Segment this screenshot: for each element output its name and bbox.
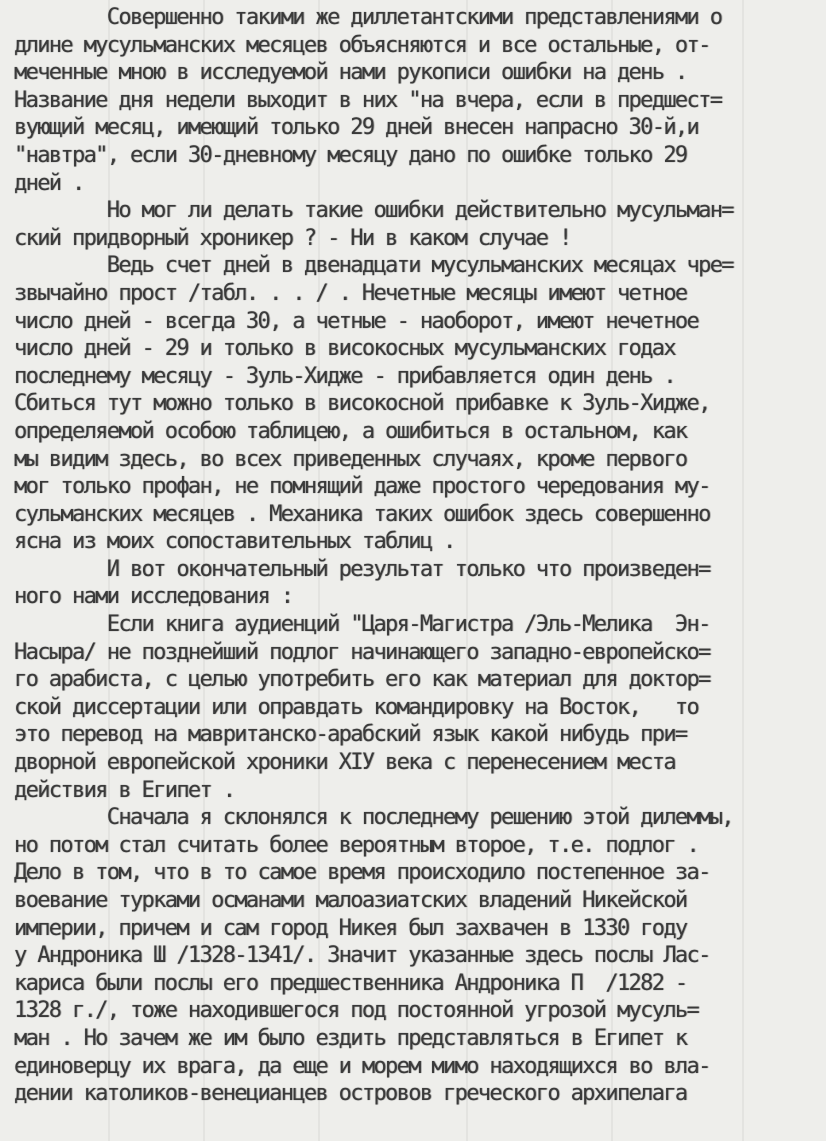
text-line: 1328 г./, тоже находившегося под постоянной угрозой мусуль= — [14, 998, 699, 1024]
text-line: последнему месяцу - Зуль-Хидже - прибавляется один день . — [14, 363, 675, 389]
text-line: длине мусульманских месяцев объясняются и все остальные, от- — [14, 32, 710, 58]
text-line: дворной европейской хроники XIУ века с перенесением места — [14, 750, 675, 776]
text-line: мог только профан, не помнящий даже простого чередования му- — [14, 474, 710, 500]
text-line: ский придворный хроникер ? - Ни в каком случае ! — [14, 225, 571, 251]
text-line: Сначала я склонялся к последнему решению этой дилеммы, — [14, 805, 733, 831]
text-line: число дней - всегда 30, а четные - наоборот, имеют нечетное — [14, 308, 699, 334]
typescript-text-block — [14, 4, 822, 1108]
text-line: Совершенно такими же диллетантскими представлениями о — [14, 5, 722, 30]
text-line: дней . — [14, 170, 84, 196]
text-line: мы видим здесь, во всех приведенных случаях, кроме первого — [14, 446, 687, 472]
text-line: вующий месяц, имеющий только 29 дней внесен напрасно 30-й,и — [14, 115, 699, 141]
text-line: ман . Но зачем же им было ездить представляться в Египет к — [14, 1025, 687, 1051]
text-line: Ведь счет дней в двенадцати мусульманских месяцах чре= — [14, 253, 733, 279]
text-line: Но мог ли делать такие ошибки действительно мусульман= — [14, 198, 733, 224]
text-line: ясна из моих сопоставительных таблиц . — [14, 529, 455, 555]
text-line: сульманских месяцев . Механика таких ошибок здесь совершенно — [14, 501, 710, 527]
text-line: ного нами исследования : — [14, 584, 293, 610]
text-line: ской диссертации или оправдать командировку на Восток, то — [14, 694, 699, 720]
text-line: у Андроника Ш /1328-1341/. Значит указанные здесь послы Лас- — [14, 943, 710, 969]
text-line: но потом стал считать более вероятным второе, т.е. подлог . — [14, 832, 699, 858]
text-line: определяемой особою таблицею, а ошибиться в остальном, как — [14, 418, 687, 444]
text-line: Насыра/ не позднейший подлог начинающего западно-европейско= — [14, 639, 710, 665]
text-line: это перевод на мавританско-арабский язык какой нибудь при= — [14, 722, 687, 748]
text-line: "навтра", если 30-дневному месяцу дано по ошибке только 29 — [14, 142, 687, 168]
text-line: дении католиков-венецианцев островов греческого архипелага — [14, 1081, 687, 1107]
text-line: кариса были послы его предшественника Андроника П /1282 - — [14, 970, 687, 996]
text-line: воевание турками османами малоазиатских владений Никейской — [14, 888, 687, 913]
text-line: число дней - 29 и только в високосных мусульманских годах — [14, 336, 675, 362]
text-line: действия в Египет . — [14, 777, 235, 803]
text-line: империи, причем и сам город Никея был захвачен в 1330 году — [14, 915, 687, 941]
text-line: го арабиста, с целью употребить его как материал для доктор= — [14, 667, 710, 693]
text-line: меченные мною в исследуемой нами рукописи ошибки на день . — [14, 60, 687, 86]
text-line: И вот окончательный результат только что произведен= — [14, 556, 710, 582]
text-line: Сбиться тут можно только в високосной прибавке к Зуль-Хидже, — [14, 391, 710, 417]
text-line: звычайно прост /табл. . . / . Нечетные месяцы имеют четное — [14, 280, 687, 306]
text-line: Если книга аудиенций "Царя-Магистра /Эль-Мелика Эн- — [14, 612, 710, 638]
text-line: Дело в том, что в то самое время происходило постепенное за- — [14, 860, 710, 886]
text-line: единоверцу их врага, да еще и морем мимо находящихся во вла- — [14, 1053, 710, 1079]
text-line: Название дня недели выходит в них "на вчера, если в предшест= — [14, 87, 722, 113]
